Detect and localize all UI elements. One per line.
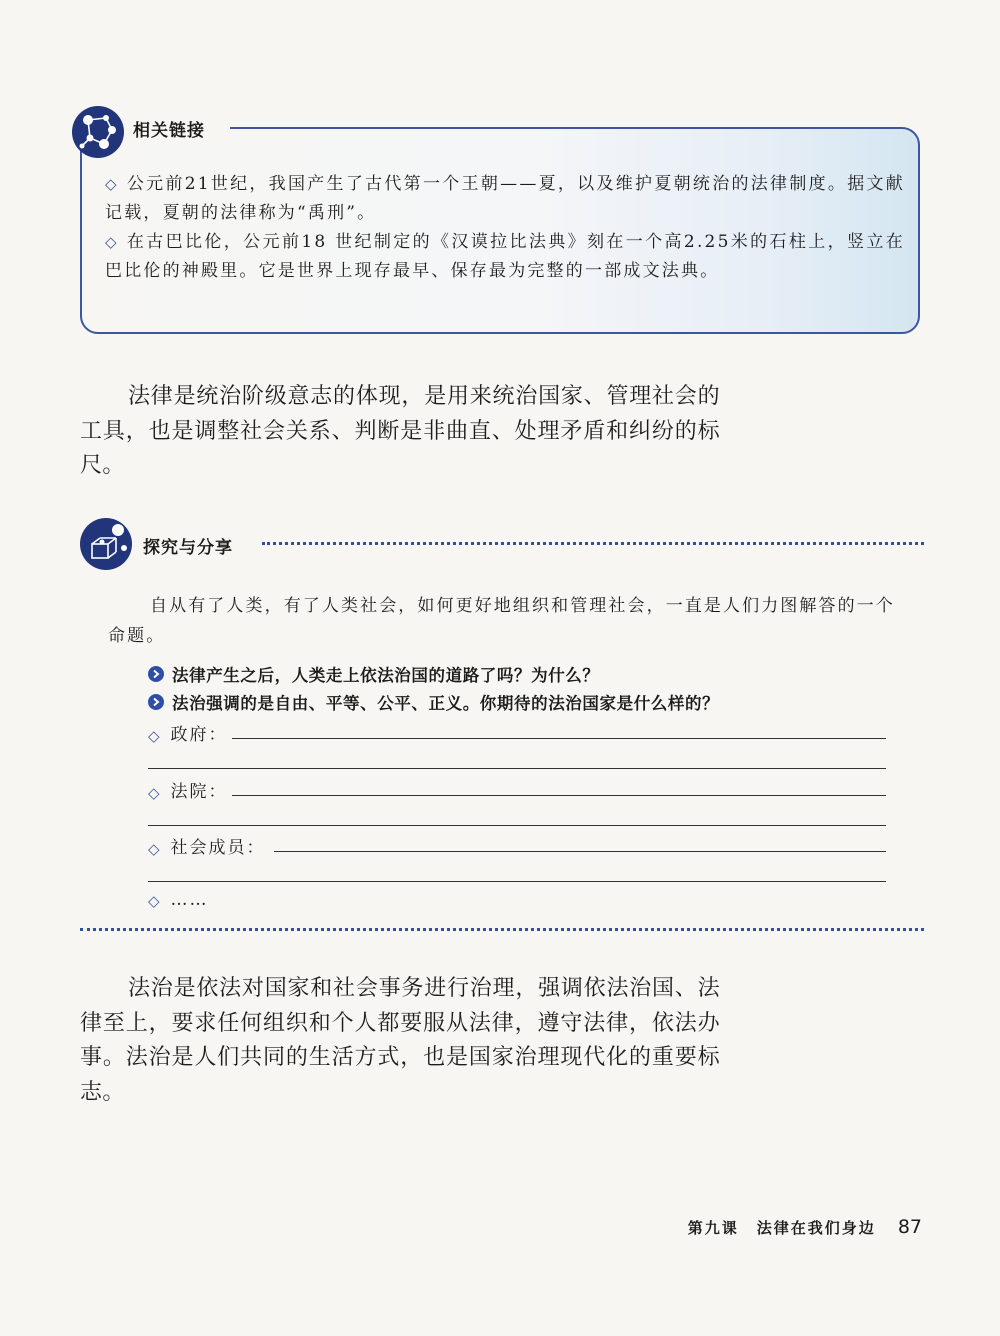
body-paragraph-2: 法治是依法对国家和社会事务进行治理，强调依法治国、法律至上，要求任何组织和个人都要服从法律，遵守法律，依法办事。法治是人们共同的生活方式，也是国家治理现代化的重要标志。: [80, 976, 720, 1105]
answer-line[interactable]: [232, 738, 886, 739]
diamond-icon: ◇: [105, 233, 119, 251]
inquiry-question-1: [148, 662, 600, 686]
inquiry-bottom-rule: [80, 928, 924, 931]
fill-label: 政府：: [170, 725, 228, 745]
inquiry-header-rule: [262, 542, 924, 545]
related-links-title: 相关链接: [133, 121, 205, 141]
arrow-circle-icon: [148, 694, 164, 710]
page-number: 87: [897, 1216, 922, 1238]
footer-lesson: 第九课: [687, 1219, 739, 1237]
page-footer: [688, 1216, 922, 1238]
fill-label: 法院：: [170, 782, 228, 802]
fill-row-court: [148, 777, 228, 802]
fill-row-more: [148, 890, 209, 910]
arrow-circle-icon: [148, 666, 164, 682]
diamond-icon: ◇: [148, 727, 162, 745]
inquiry-intro: 自从有了人类，有了人类社会，如何更好地组织和管理社会，一直是人们力图解答的一个命题。: [108, 596, 895, 646]
diamond-icon: ◇: [148, 840, 162, 858]
inquiry-question-2: [148, 690, 719, 714]
answer-line[interactable]: [148, 768, 886, 769]
body-paragraph-1: 法律是统治阶级意志的体现，是用来统治国家、管理社会的工具，也是调整社会关系、判断是非曲直、处理矛盾和纠纷的标尺。: [80, 384, 720, 478]
answer-line[interactable]: [274, 851, 886, 852]
constellation-emblem-icon: [80, 518, 132, 570]
question-text: 法律产生之后，人类走上依法治国的道路了吗？为什么？: [172, 666, 600, 685]
fill-label: ……: [170, 890, 209, 910]
related-link-text-2: 在古巴比伦，公元前18 世纪制定的《汉谟拉比法典》刻在一个高2.25米的石柱上，竖立在巴比伦的神殿里。它是世界上现存最早、保存最为完整的一部成文法典。: [105, 232, 905, 281]
footer-lesson-title: 法律在我们身边: [756, 1219, 876, 1237]
fill-row-society-member: [148, 833, 266, 858]
question-text: 法治强调的是自由、平等、公平、正义。你期待的法治国家是什么样的？: [172, 694, 720, 713]
list-item: [105, 228, 905, 286]
fill-row-government: [148, 720, 228, 745]
diamond-icon: ◇: [148, 784, 162, 802]
fill-label: 社会成员：: [170, 838, 266, 858]
diamond-icon: ◇: [148, 892, 162, 910]
answer-line[interactable]: [148, 881, 886, 882]
inquiry-title: 探究与分享: [143, 538, 233, 558]
list-item: [105, 170, 905, 228]
answer-line[interactable]: [148, 825, 886, 826]
related-link-text-1: 公元前21世纪，我国产生了古代第一个王朝——夏，以及维护夏朝统治的法律制度。据文献记载，夏朝的法律称为“禹刑”。: [105, 174, 905, 223]
related-links-content: [105, 170, 905, 286]
related-links-header-rule: [232, 127, 882, 129]
diamond-icon: ◇: [105, 175, 119, 193]
constellation-emblem-icon: [72, 106, 124, 158]
answer-line[interactable]: [232, 795, 886, 796]
